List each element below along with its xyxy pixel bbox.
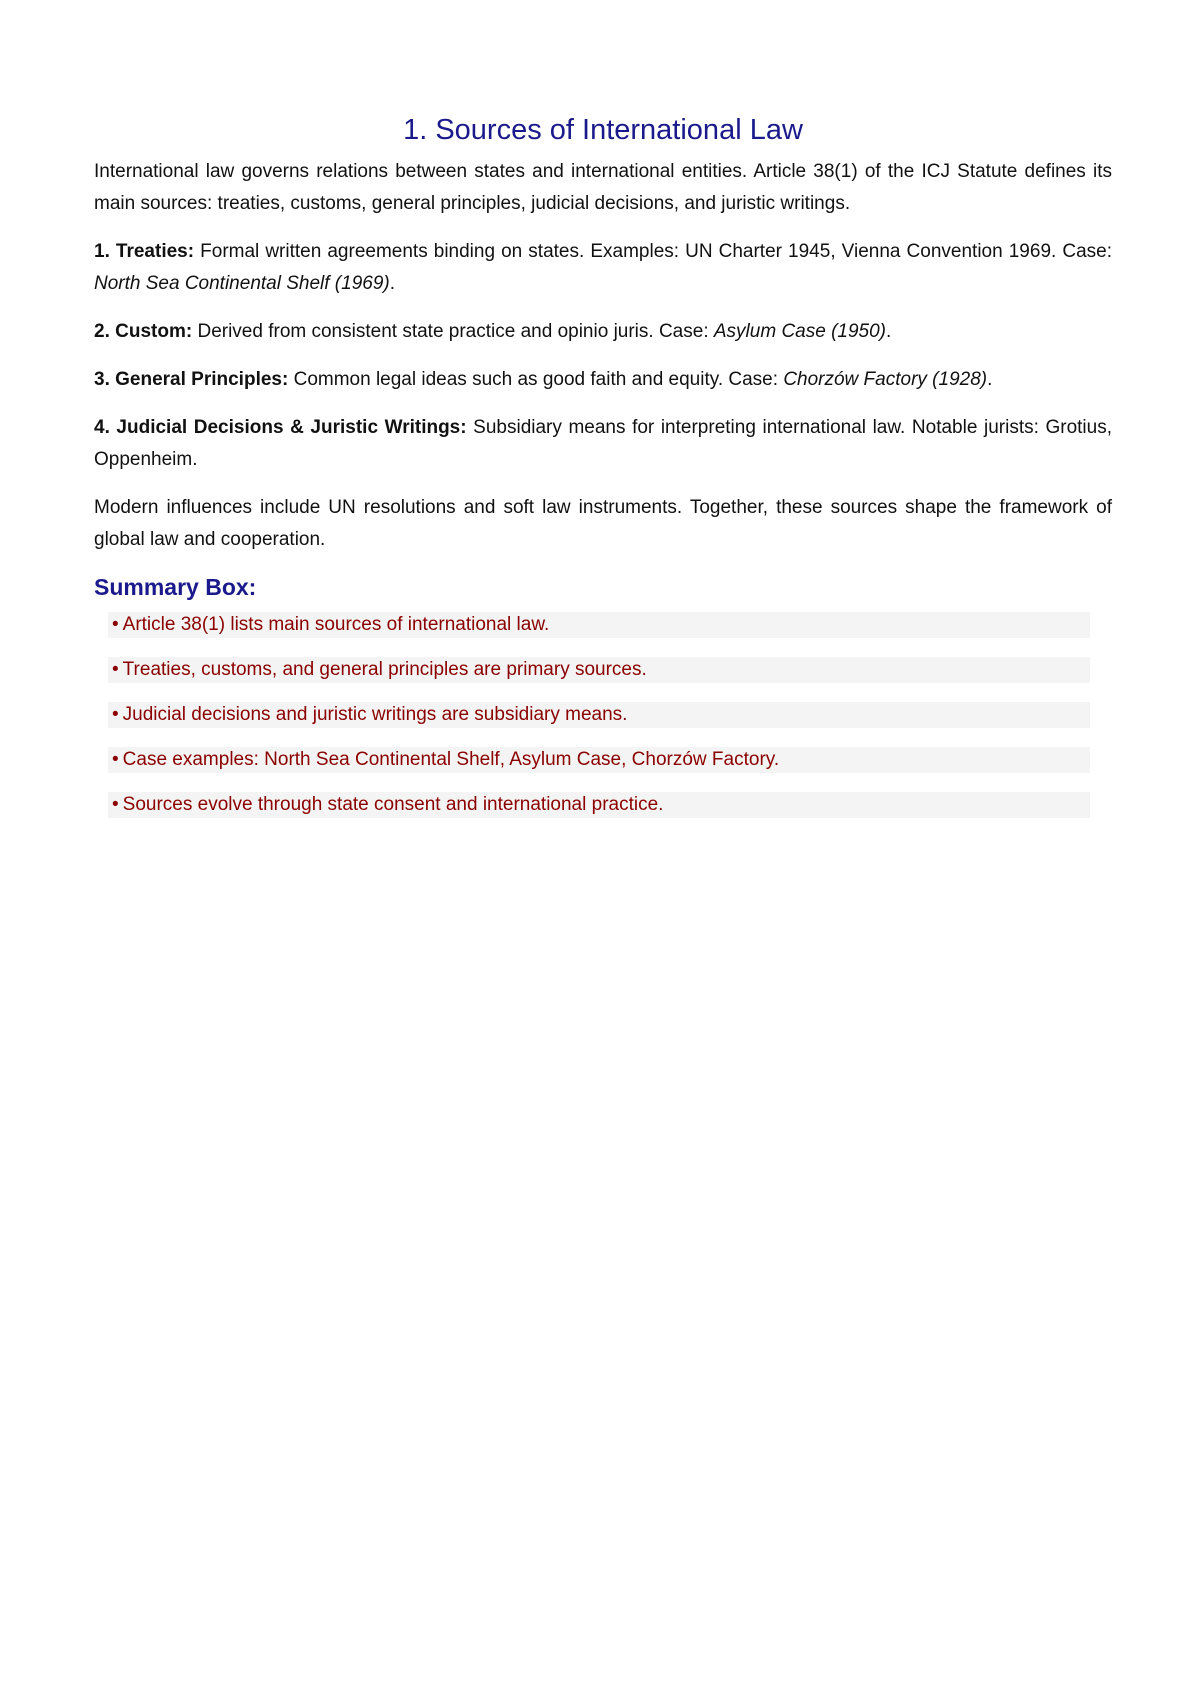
document-title: 1. Sources of International Law: [403, 114, 803, 146]
source-tail: .: [886, 321, 892, 342]
summary-item: [108, 702, 1090, 728]
summary-item: [108, 612, 1090, 638]
source-text: Derived from consistent state practice and opinio juris. Case:: [192, 321, 714, 342]
source-heading: 4. Judicial Decisions & Juristic Writings:: [94, 417, 467, 438]
source-tail: .: [987, 369, 993, 390]
source-case: Chorzów Factory (1928): [783, 369, 988, 390]
source-treaties: [94, 236, 1112, 300]
source-text: Formal written agreements binding on states. Examples: UN Charter 1945, Vienna Convention 1969. Case:: [194, 241, 1112, 262]
source-tail: .: [389, 273, 396, 294]
summary-item-text: Sources evolve through state consent and international practice.: [122, 794, 664, 815]
source-heading: 2. Custom:: [94, 321, 193, 342]
source-case: North Sea Continental Shelf (1969): [94, 273, 390, 294]
summary-list: [94, 612, 1112, 818]
bullet-icon: •: [112, 704, 119, 725]
source-text: Common legal ideas such as good faith and equity. Case:: [288, 369, 784, 390]
bullet-icon: •: [112, 614, 119, 635]
source-heading: 3. General Principles:: [94, 369, 289, 390]
summary-item-text: Article 38(1) lists main sources of international law.: [122, 614, 550, 635]
conclusion-paragraph: Modern influences include UN resolutions and soft law instruments. Together, these sources shape the framework of global law and cooperation.: [94, 497, 1112, 550]
summary-item-text: Judicial decisions and juristic writings are subsidiary means.: [122, 704, 628, 725]
document-page: [94, 112, 1112, 837]
summary-item: [108, 657, 1090, 683]
source-custom: [94, 316, 1112, 348]
source-case: Asylum Case (1950): [713, 321, 886, 342]
summary-item-text: Treaties, customs, and general principles are primary sources.: [122, 659, 647, 680]
source-heading: 1. Treaties:: [94, 241, 195, 262]
summary-item-text: Case examples: North Sea Continental Shelf, Asylum Case, Chorzów Factory.: [122, 749, 780, 770]
summary-heading: Summary Box:: [94, 574, 257, 600]
bullet-icon: •: [112, 749, 119, 770]
summary-item: [108, 747, 1090, 773]
intro-paragraph: International law governs relations between states and international entities. Article 38(1) of the ICJ Statute defines its main sources: treaties, customs, general principles, judicial decisions, and juristic writings.: [94, 161, 1112, 214]
bullet-icon: •: [112, 659, 119, 680]
bullet-icon: •: [112, 794, 119, 815]
source-text: Subsidiary means for interpreting international law. Notable jurists: Grotius, Oppenheim.: [94, 417, 1112, 470]
summary-item: [108, 792, 1090, 818]
source-judicial-decisions: [94, 412, 1112, 476]
source-general-principles: [94, 364, 1112, 396]
